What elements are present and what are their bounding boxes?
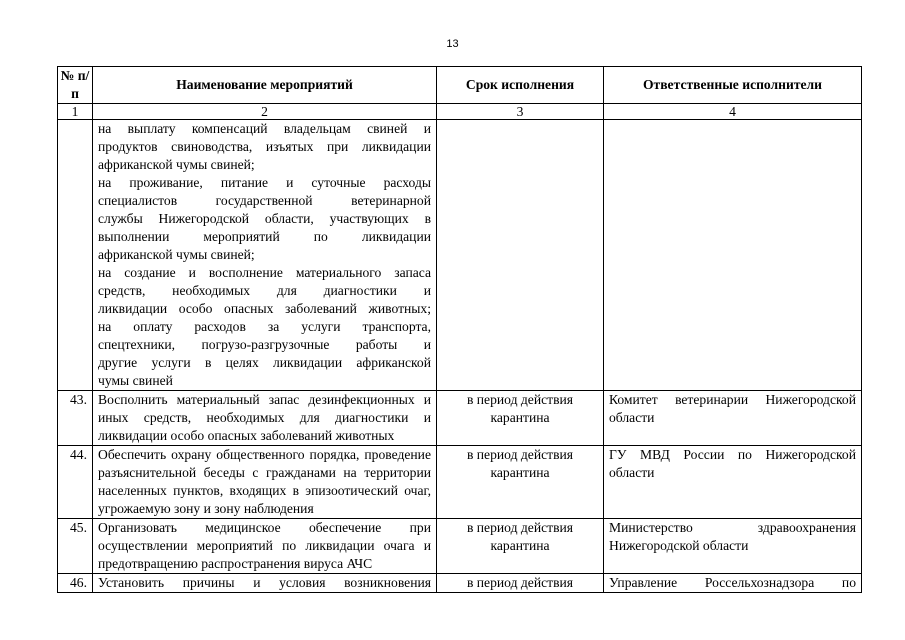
continuation-line: чумы свиней (98, 373, 173, 388)
measure-name: Организовать медицинское обеспечение при осуществлении мероприятий по ликвидации очага и предотвращению распространения вируса АЧС (93, 519, 437, 574)
column-numbers-row (58, 104, 862, 120)
continuation-line: другие услуги в целях ликвидации африканской (98, 355, 431, 370)
column-number: 1 (58, 104, 93, 120)
responsible: Комитет ветеринарии Нижегородской области (604, 391, 862, 446)
column-number: 3 (437, 104, 604, 120)
table-row (58, 446, 862, 519)
term: в период действия карантина (437, 446, 604, 519)
header-responsible: Ответственные исполнители (604, 67, 862, 104)
header-term: Срок исполнения (437, 67, 604, 104)
row-number: 44. (58, 446, 93, 519)
row-num-empty (58, 120, 93, 391)
continuation-line: на создание и восполнение материального запаса (98, 265, 431, 280)
responsible: Министерство здравоохранения Нижегородской области (604, 519, 862, 574)
continuation-line: спецтехники, погрузо-разгрузочные работы и (98, 337, 431, 352)
continuation-line: африканской чумы свиней; (98, 157, 255, 172)
measure-name: Установить причины и условия возникновения (93, 574, 437, 593)
continuation-line: африканской чумы свиней; (98, 247, 255, 262)
continuation-line: на выплату компенсаций владельцам свиней и (98, 121, 431, 136)
continuation-line: службы Нижегородской области, участвующих в (98, 211, 431, 226)
continuation-line: выполнении мероприятий по ликвидации (98, 229, 431, 244)
header-name: Наименование мероприятий (93, 67, 437, 104)
measures-table (57, 66, 862, 593)
continuation-line: специалистов государственной ветеринарной (98, 193, 431, 208)
measure-name: Восполнить материальный запас дезинфекционных и иных средств, необходимых для диагностики и ликвидации особо опасных заболеваний животных (93, 391, 437, 446)
table-header-row (58, 67, 862, 104)
table-row (58, 574, 862, 593)
continuation-line: ликвидации особо опасных заболеваний животных; (98, 301, 431, 316)
table-row-continuation (58, 120, 862, 391)
continuation-line: средств, необходимых для диагностики и (98, 283, 431, 298)
page-number: 13 (446, 38, 459, 50)
term-empty (437, 120, 604, 391)
column-number: 2 (93, 104, 437, 120)
measure-name: Обеспечить охрану общественного порядка, проведение разъяснительной беседы с гражданами на территории населенных пунктов, входящих в эпизоотический очаг, угрожаемую зону и зону наблюдения (93, 446, 437, 519)
continuation-line: на проживание, питание и суточные расходы (98, 175, 431, 190)
responsible-empty (604, 120, 862, 391)
term: в период действия карантина (437, 519, 604, 574)
row-number: 45. (58, 519, 93, 574)
row-number: 46. (58, 574, 93, 593)
continuation-line: на оплату расходов за услуги транспорта, (98, 319, 431, 334)
continuation-text (93, 120, 437, 391)
column-number: 4 (604, 104, 862, 120)
table-row (58, 391, 862, 446)
row-number: 43. (58, 391, 93, 446)
responsible: ГУ МВД России по Нижегородской области (604, 446, 862, 519)
term: в период действия карантина (437, 391, 604, 446)
header-num: № п/п (58, 67, 93, 104)
responsible: Управление Россельхознадзора по (604, 574, 862, 593)
table-row (58, 519, 862, 574)
continuation-line: продуктов свиноводства, изъятых при ликвидации (98, 139, 431, 154)
term: в период действия (437, 574, 604, 593)
